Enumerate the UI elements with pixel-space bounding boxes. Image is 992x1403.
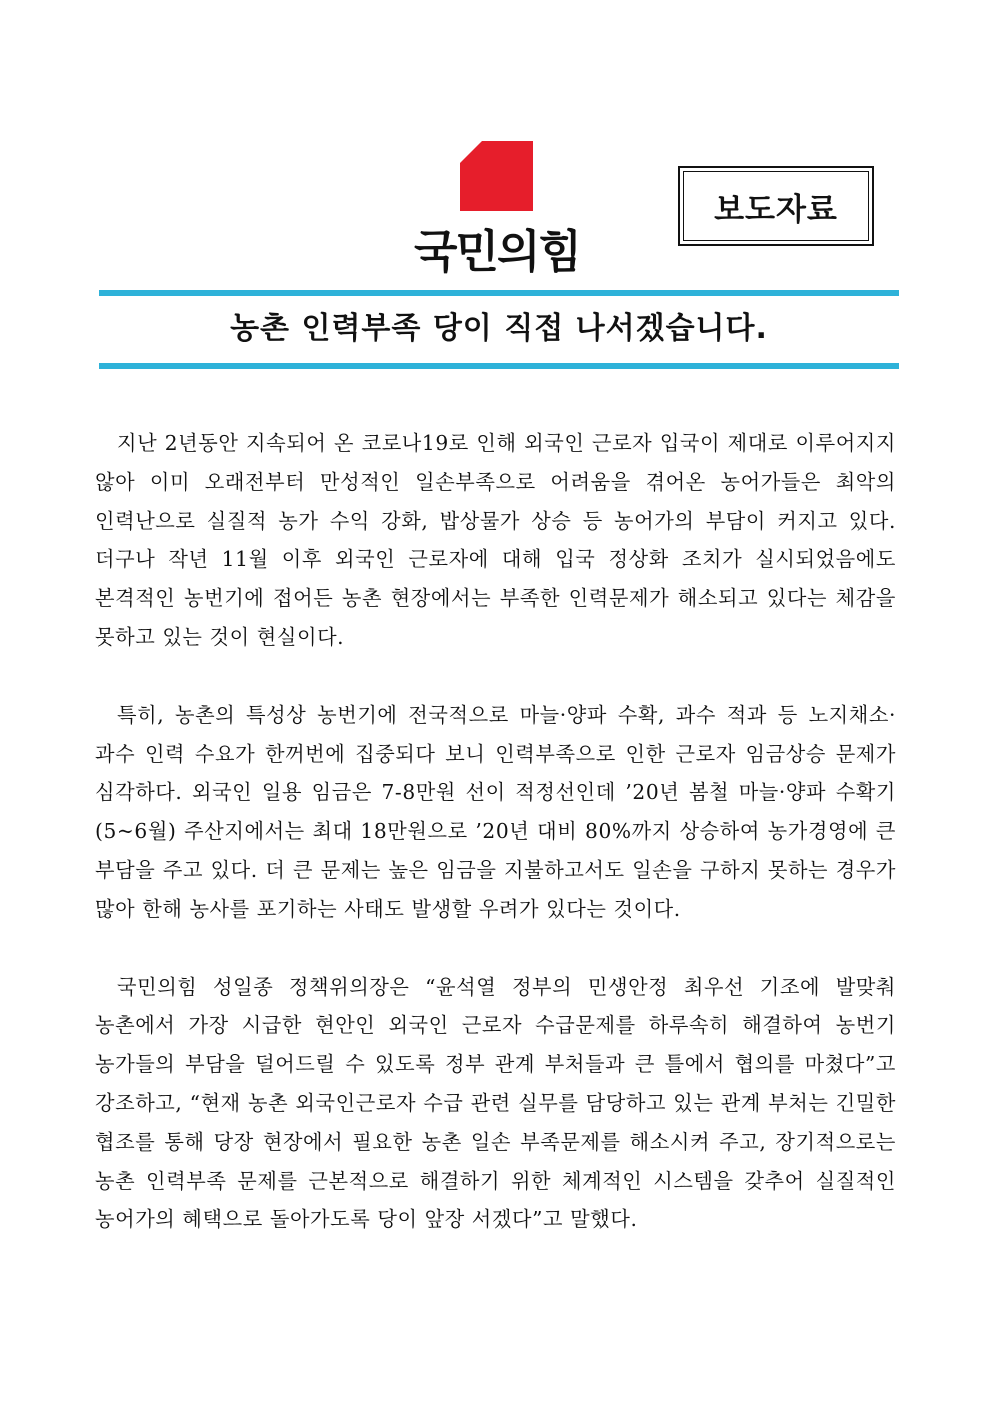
party-logo-mark <box>460 141 533 211</box>
headline-top-rule <box>99 290 899 296</box>
press-release-badge <box>678 166 874 246</box>
press-release-body <box>95 424 896 1239</box>
party-logo-wordmark: 국민의힘 <box>414 225 580 278</box>
press-release-headline: 농촌 인력부족 당이 직접 나서겠습니다. <box>230 311 768 346</box>
body-paragraph: 국민의힘 성일종 정책위의장은 “윤석열 정부의 민생안정 최우선 기조에 발맞춰 농촌에서 가장 시급한 현안인 외국인 근로자 수급문제를 하루속히 해결하여 농번기 농가들의 부담을 덜어드릴 수 있도록 정부 관계 부처들과 큰 틀에서 협의를 마쳤다”고 강조하고, “현재 농촌 외국인근로자 수급 관련 실무를 담당하고 있는 관계 부처는 긴밀한 협조를 통해 당장 현장에서 필요한 농촌 일손 부족문제를 해소시켜 주고, 장기적으로는 농촌 인력부족 문제를 근본적으로 해결하기 위한 체계적인 시스템을 갖추어 실질적인 농어가의 혜택으로 돌아가도록 당이 앞장 서겠다”고 말했다. <box>95 974 896 1232</box>
body-paragraph: 지난 2년동안 지속되어 온 코로나19로 인해 외국인 근로자 입국이 제대로 이루어지지 않아 이미 오래전부터 만성적인 일손부족으로 어려움을 겪어온 농어가들은 최악의 인력난으로 실질적 농가 수익 강화, 밥상물가 상승 등 농어가의 부담이 커지고 있다. 더구나 작년 11월 이후 외국인 근로자에 대해 입국 정상화 조치가 실시되었음에도 본격적인 농번기에 접어든 농촌 현장에서는 부족한 인력문제가 해소되고 있다는 체감을 못하고 있는 것이 현실이다. <box>95 431 896 649</box>
press-release-label: 보도자료 <box>683 171 869 241</box>
body-paragraph: 특히, 농촌의 특성상 농번기에 전국적으로 마늘·양파 수확, 과수 적과 등 노지채소·과수 인력 수요가 한꺼번에 집중되다 보니 인력부족으로 인한 근로자 임금상승 문제가 심각하다. 외국인 일용 임금은 7-8만원 선이 적정선인데 ’20년 봄철 마늘·양파 수확기(5~6월) 주산지에서는 최대 18만원으로 ’20년 대비 80%까지 상승하여 농가경영에 큰 부담을 주고 있다. 더 큰 문제는 높은 임금을 지불하고서도 일손을 구하지 못하는 경우가 많아 한해 농사를 포기하는 사태도 발생할 우려가 있다는 것이다. <box>95 702 896 921</box>
headline-bottom-rule <box>99 363 899 369</box>
